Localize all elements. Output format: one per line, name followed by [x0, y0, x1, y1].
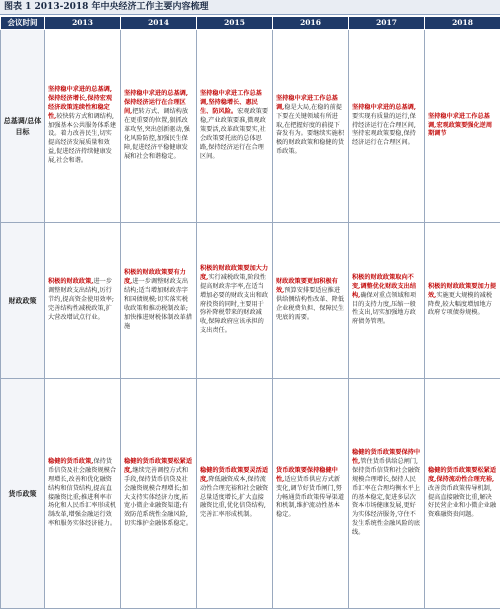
column-header: 2014 [121, 17, 197, 30]
table-cell: 稳健的货币政策要松紧适度,保持流动性合理充裕,改善货币政策传导机制,提高直接融资比重,解决好民营企业和小微企业融资难融资贵问题。 [425, 379, 500, 609]
column-header: 2018 [425, 17, 500, 30]
column-header: 会议时间 [1, 17, 45, 30]
table-cell: 积极的财政政策取向不变,调整优化财政支出结构,确保对重点领域和项目的支持力度,压缩一般性支出,切实加强地方政府债务管理。 [349, 223, 425, 379]
table-cell: 积极的财政政策要加力提效,实施更大规模的减税降费,较大幅度增加地方政府专项债券规模。 [425, 223, 500, 379]
table-cell: 稳健的货币政策要保持中性,管住货币供给总闸门,保持货币信贷和社会融资规模合理增长,保持人民币汇率在合理均衡水平上的基本稳定,促进多层次资本市场健康发展,更好为实体经济服务,守住不发生系统性金融风险的底线。 [349, 379, 425, 609]
table-cell: 稳健的货币政策要灵活适度,降低融资成本,保持流动性合理充裕和社会融资总量适度增长,扩大直接融资比重,优化信贷结构,完善汇率形成机制。 [197, 379, 273, 609]
table-cell: 坚持稳中求进的总基调,保持经济增长,保持宏观经济政策连续性和稳定性,较快转方式和调结构,加强基本公共服务体系建设。着力改善民生,切实提高经济发展质量和效益,促进经济持续健康发展,社会和谐。 [45, 30, 121, 223]
table-cell: 稳健的货币政策要松紧适度,继续完善调控方式和手段,保持货币信贷及社会融资规模合理增长;加大支持实体经济力度,拓宽小微企业融资渠道;有效防范系统性金融风险,切实维护金融体系稳定。 [121, 379, 197, 609]
table-cell: 积极的财政政策要加大力度,实行减税政策,阶段性提高财政赤字率,在适当增加必要的财政支出和政府投资的同时,主要用于弥补降税带来的财政减收,保障政府应该承担的支出责任。 [197, 223, 273, 379]
table-cell: 货币政策要保持稳健中性,适应货币供应方式新变化,调节好货币闸门,努力畅通货币政策传导渠道和机制,维护流动性基本稳定。 [273, 379, 349, 609]
table-row [1, 379, 500, 609]
table-row [1, 30, 500, 223]
table-title: 图表 1 2013-2018 年中央经济工作主要内容梳理 [0, 0, 500, 15]
table-cell: 财政政策要更加积极有效,预算安排要适应推进供给侧结构性改革、降低企业税费负担、保障民生兜底的需要。 [273, 223, 349, 379]
table-cell: 坚持稳中求进工作总基调,稳是大局,在稳的前提下要在关键领域有所进取,在把握好度的前提下奋发有为。要继续实施积极的财政政策和稳健的货币政策。 [273, 30, 349, 223]
column-header: 2016 [273, 17, 349, 30]
table-cell: 坚持稳中求进的总基调,要实现有质量的运行,保持经济运行在合理区间,坚持宏观政策要稳,保持经济运行在合理区间。 [349, 30, 425, 223]
table-cell: 积极的财政政策要有力度,进一步调整财政支出结构;适当增加财政赤字和国债规模;切实落实税收政策和推动税制改革;加快推进财税体制改革措施 [121, 223, 197, 379]
row-label: 总基调/总体目标 [1, 30, 45, 223]
table-row [1, 223, 500, 379]
table-cell: 坚持稳中求进工作总基调,宏观政策要强化逆周期调节 [425, 30, 500, 223]
table-cell: 积极的财政政策,进一步调整财政支出结构,厉行节约,提高资金使用效率;完善结构性减税政策,扩大营改增试点行业。 [45, 223, 121, 379]
table-cell: 坚持稳中求进工作总基调,坚持稳增长、惠民生、防风险。宏观政策要稳,产业政策要准,微观政策要活,改革政策要实,社会政策要托底的总体思路,保持经济运行在合理区间。 [197, 30, 273, 223]
header-row [1, 17, 500, 30]
column-header: 2017 [349, 17, 425, 30]
table-cell: 稳健的货币政策,保持货币信贷及社会融资规模合理增长,改善和优化融资结构和信贷结构,提高直接融资比重;推进利率市场化和人民币汇率形成机制改革,增强金融运行效率和服务实体经济能力。 [45, 379, 121, 609]
row-label: 财政政策 [1, 223, 45, 379]
column-header: 2015 [197, 17, 273, 30]
policy-table [0, 16, 500, 609]
row-label: 货币政策 [1, 379, 45, 609]
table-cell: 坚持稳中求进的总基调,保持经济运行在合理区间,把转方式、调结构放在更重要的位置,狠抓改革攻坚,突出创新驱动,强化风险防控,加强民生保障,促进经济平稳健康发展和社会和谐稳定。 [121, 30, 197, 223]
column-header: 2013 [45, 17, 121, 30]
